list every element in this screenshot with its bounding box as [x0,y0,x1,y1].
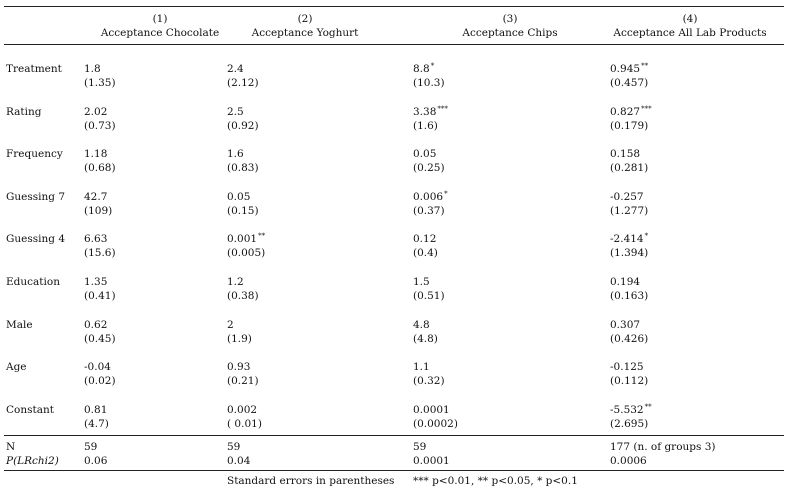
coefficient [610,404,652,417]
standard-error: (1.394) [610,247,649,259]
row-label: Guessing 7 [6,191,66,203]
standard-error: (0.0002) [413,418,458,430]
coefficient-value: 1.5 [413,276,430,288]
standard-error: (0.281) [610,162,649,174]
column-1-number: (1) [152,13,168,25]
coefficient-value: 0.945 [610,63,641,75]
column-2-label: Acceptance Yoghurt [251,27,359,39]
standard-error: (15.6) [84,247,116,259]
row-label: Age [6,361,27,373]
significance-stars: * [430,62,435,70]
coefficient [610,319,640,331]
coefficient [610,106,652,119]
n-value-1: 59 [84,441,98,453]
coefficient [84,148,107,160]
coefficient [84,63,101,75]
standard-error: (0.005) [227,247,266,259]
coefficient-value: 1.2 [227,276,244,288]
p-label-text: P(LRchi2) [6,455,59,467]
coefficient-value: -0.257 [610,191,644,203]
standard-error: (10.3) [413,77,445,89]
coefficient-value: 0.307 [610,319,641,331]
coefficient-value: 0.05 [413,148,437,160]
coefficient [227,361,250,373]
coefficient [610,148,640,160]
coefficient-value: 1.18 [84,148,108,160]
coefficient [413,233,436,245]
standard-error: (2.12) [227,77,259,89]
coefficient [610,63,648,76]
coefficient [227,319,234,331]
standard-error: (0.38) [227,290,259,302]
standard-error: (0.73) [84,120,116,132]
coefficient [227,191,250,203]
coefficient-value: 6.63 [84,233,108,245]
coefficient [84,361,111,373]
row-label: Guessing 4 [6,233,66,245]
coefficient [413,148,436,160]
coefficient-value: -0.04 [84,361,111,373]
significance-stars: * [444,190,448,198]
coefficient [227,63,244,75]
coefficient [610,276,640,288]
coefficient-value: 8.8 [413,63,430,75]
row-label: Treatment [6,63,62,75]
standard-error: (1.277) [610,205,649,217]
column-4-number: (4) [682,13,698,25]
bottom-rule [4,470,784,471]
standard-error: (0.112) [610,375,649,387]
standard-error: (0.457) [610,77,649,89]
p-value-1: 0.06 [84,455,108,467]
standard-error: (109) [84,205,113,217]
standard-error: (0.92) [227,120,259,132]
coefficient [610,233,648,246]
standard-error: (0.41) [84,290,116,302]
standard-error: (0.179) [610,120,649,132]
standard-error: (0.15) [227,205,259,217]
standard-error: (0.21) [227,375,259,387]
coefficient [610,361,644,373]
coefficient [84,404,107,416]
n-label: N [6,441,16,453]
coefficient [227,233,265,246]
standard-error: (4.8) [413,333,438,345]
stats-rule [4,435,784,436]
coefficient-value: 1.35 [84,276,108,288]
n-value-2: 59 [227,441,241,453]
coefficient-value: -5.532 [610,404,644,416]
significance-stars: * [644,232,649,240]
standard-error: (0.37) [413,205,445,217]
coefficient-value: -0.125 [610,361,644,373]
coefficient [413,276,430,288]
column-2-number: (2) [297,13,313,25]
coefficient-value: 0.002 [227,404,258,416]
standard-error: (1.6) [413,120,438,132]
coefficient [84,319,107,331]
footer-note: Standard errors in parentheses [227,475,395,487]
coefficient [227,404,257,416]
significance-stars: *** [437,105,448,113]
top-rule [4,6,784,7]
coefficient-value: 3.38 [413,106,437,118]
header-rule [4,44,784,45]
column-3-label: Acceptance Chips [462,27,558,39]
coefficient [413,404,450,416]
coefficient-value: 0.194 [610,276,641,288]
coefficient [84,233,107,245]
coefficient-value: 0.62 [84,319,108,331]
standard-error: (2.695) [610,418,649,430]
coefficient-value: 0.158 [610,148,641,160]
standard-error: (0.163) [610,290,649,302]
coefficient-value: 0.93 [227,361,251,373]
coefficient-value: 1.8 [84,63,101,75]
p-value-3: 0.0001 [413,455,450,467]
column-4-label: Acceptance All Lab Products [613,27,767,39]
coefficient-value: 1.1 [413,361,430,373]
coefficient-value: 0.001 [227,233,258,245]
coefficient-value: 2.4 [227,63,244,75]
row-label: Rating [6,106,42,118]
coefficient [413,63,434,76]
significance-stars: ** [258,232,266,240]
row-label: Constant [6,404,54,416]
coefficient-value: 0.81 [84,404,108,416]
coefficient-value: 1.6 [227,148,244,160]
coefficient-value: 0.006 [413,191,444,203]
p-label [6,455,59,467]
standard-error: (0.51) [413,290,445,302]
coefficient [84,276,107,288]
coefficient [227,106,244,118]
row-label: Frequency [6,148,63,160]
coefficient [413,106,448,119]
column-1-label: Acceptance Chocolate [100,27,220,39]
coefficient [227,276,244,288]
significance-stars: ** [641,62,649,70]
coefficient [84,106,107,118]
coefficient [413,319,430,331]
standard-error: (1.35) [84,77,116,89]
coefficient-value: 0.05 [227,191,251,203]
coefficient-value: 42.7 [84,191,108,203]
coefficient-value: 2.02 [84,106,108,118]
coefficient-value: 2 [227,319,234,331]
row-label: Education [6,276,60,288]
standard-error: (0.68) [84,162,116,174]
significance-stars: *** [641,105,652,113]
column-3-number: (3) [502,13,518,25]
coefficient [413,191,448,204]
standard-error: (4.7) [84,418,109,430]
n-value-3: 59 [413,441,427,453]
coefficient-value: 0.12 [413,233,437,245]
coefficient [413,361,430,373]
coefficient [610,191,644,203]
standard-error: ( 0.01) [227,418,262,430]
standard-error: (1.9) [227,333,252,345]
standard-error: (0.02) [84,375,116,387]
standard-error: (0.25) [413,162,445,174]
standard-error: (0.426) [610,333,649,345]
row-label: Male [6,319,33,331]
n-value-4: 177 (n. of groups 3) [610,441,716,453]
standard-error: (0.45) [84,333,116,345]
significance-stars: ** [644,403,652,411]
standard-error: (0.83) [227,162,259,174]
footer-stars: *** p<0.01, ** p<0.05, * p<0.1 [413,475,578,487]
coefficient-value: 2.5 [227,106,244,118]
standard-error: (0.32) [413,375,445,387]
coefficient [84,191,107,203]
coefficient-value: -2.414 [610,233,644,245]
p-value-4: 0.0006 [610,455,647,467]
coefficient [227,148,244,160]
coefficient-value: 0.827 [610,106,641,118]
coefficient-value: 0.0001 [413,404,450,416]
coefficient-value: 4.8 [413,319,430,331]
p-value-2: 0.04 [227,455,251,467]
standard-error: (0.4) [413,247,438,259]
